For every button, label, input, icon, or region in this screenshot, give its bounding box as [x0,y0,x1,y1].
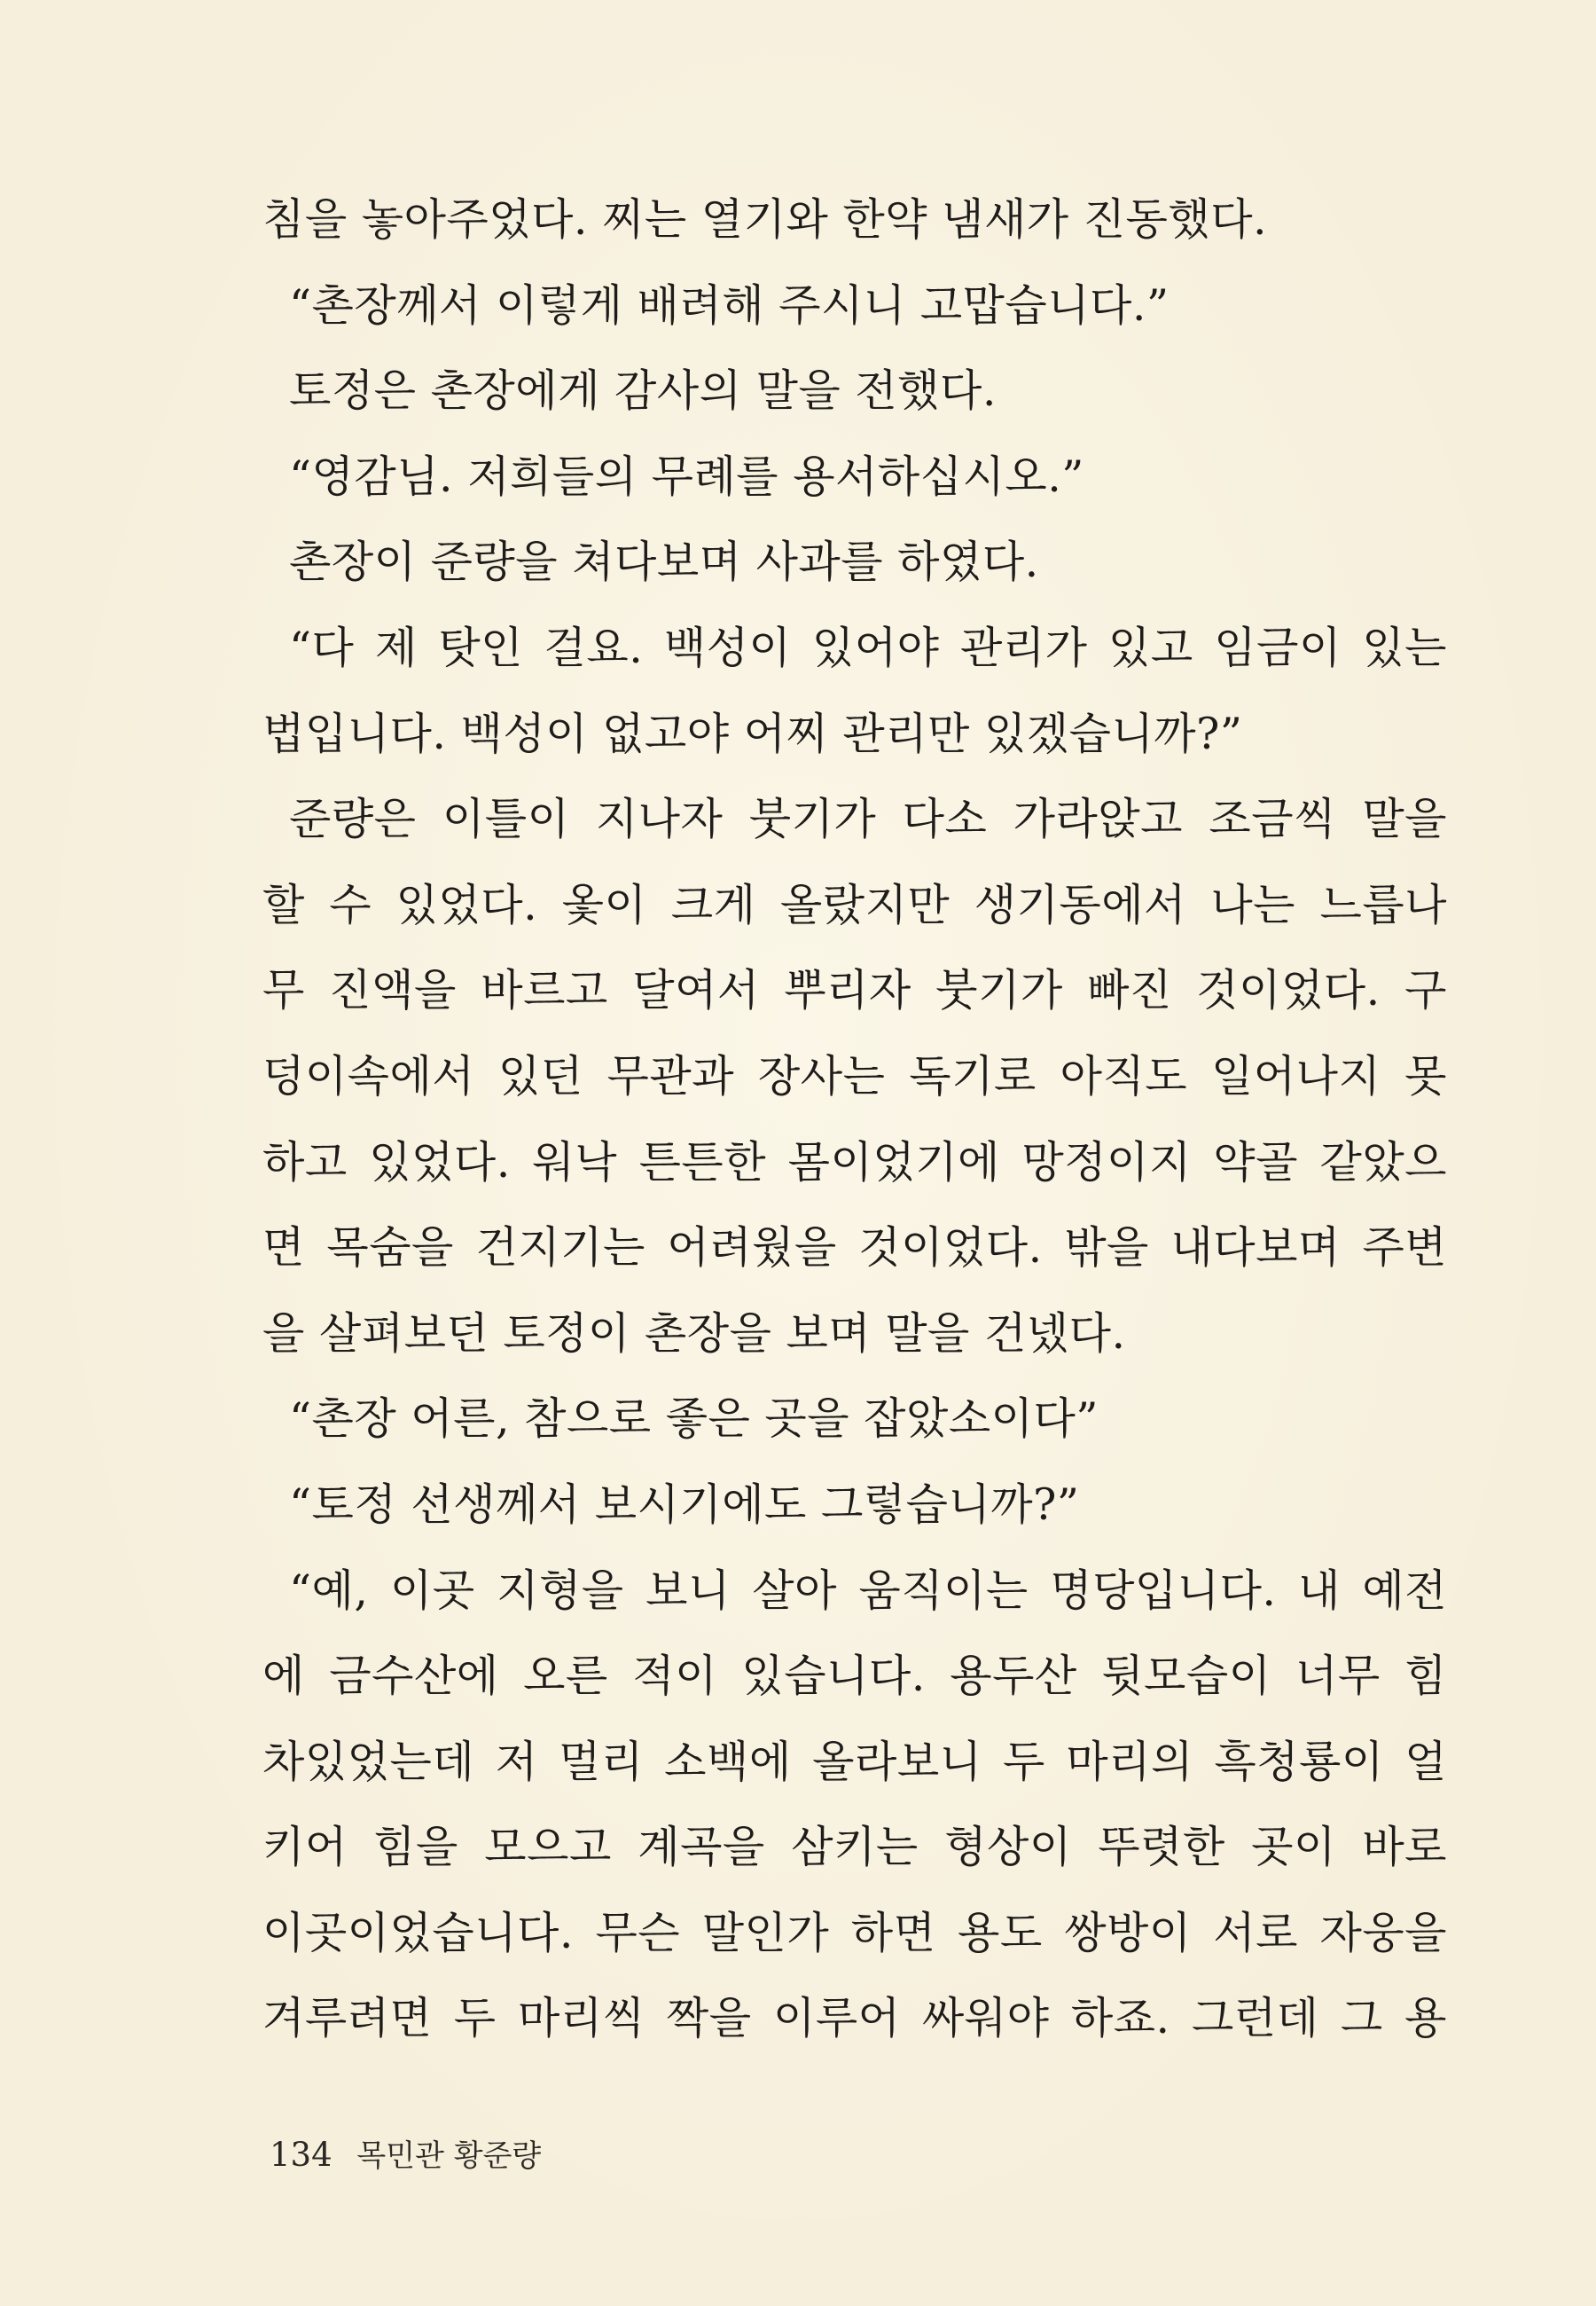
text-line: 법입니다. 백성이 없고야 어찌 관리만 있겠습니까?” [262,708,1243,759]
text-line: 차있었는데 저 멀리 소백에 올라보니 두 마리의 흑청룡이 얼 [262,1736,1447,1787]
running-title: 목민관 황준량 [356,2138,542,2174]
text-line: 면 목숨을 건지기는 어려웠을 것이었다. 밖을 내다보며 주변 [262,1222,1447,1274]
text-line: 침을 놓아주었다. 찌는 열기와 한약 냄새가 진동했다. [262,194,1268,245]
text-line: 촌장이 준량을 쳐다보며 사과를 하였다. [289,537,1039,588]
text-line: “토정 선생께서 보시기에도 그렇습니까?” [289,1479,1080,1530]
text-line: 토정은 촌장에게 감사의 말을 전했다. [289,365,997,417]
text-line: “촌장 어른, 참으로 좋은 곳을 잡았소이다” [289,1393,1099,1445]
text-line: 무 진액을 바르고 달여서 뿌리자 붓기가 빠진 것이었다. 구 [262,965,1447,1016]
text-line: “예, 이곳 지형을 보니 살아 움직이는 명당입니다. 내 예전 [289,1565,1447,1616]
text-line: 할 수 있었다. 옻이 크게 올랐지만 생기동에서 나는 느릅나 [262,879,1447,930]
text-line: “촌장께서 이렇게 배려해 주시니 고맙습니다.” [289,279,1170,331]
text-line: 이곳이었습니다. 무슨 말인가 하면 용도 쌍방이 서로 자웅을 [262,1907,1447,1958]
text-line: 을 살펴보던 토정이 촌장을 보며 말을 건넸다. [262,1307,1126,1359]
text-line: 키어 힘을 모으고 계곡을 삼키는 형상이 뚜렷한 곳이 바로 [262,1822,1447,1873]
text-line: 준량은 이틀이 지나자 붓기가 다소 가라앉고 조금씩 말을 [289,794,1447,845]
text-line: 에 금수산에 오른 적이 있습니다. 용두산 뒷모습이 너무 힘 [262,1651,1447,1702]
text-line: 겨루려면 두 마리씩 짝을 이루어 싸워야 하죠. 그런데 그 용 [262,1993,1447,2044]
text-line: “다 제 탓인 걸요. 백성이 있어야 관리가 있고 임금이 있는 [289,622,1447,673]
body-text [262,177,1447,2062]
text-line: 덩이속에서 있던 무관과 장사는 독기로 아직도 일어나지 못 [262,1050,1447,1102]
text-line: 하고 있었다. 워낙 튼튼한 몸이었기에 망정이지 약골 같았으 [262,1136,1447,1188]
text-line: “영감님. 저희들의 무례를 용서하십시오.” [289,451,1084,502]
page-footer [270,2129,541,2183]
page-number: 134 [270,2136,332,2174]
